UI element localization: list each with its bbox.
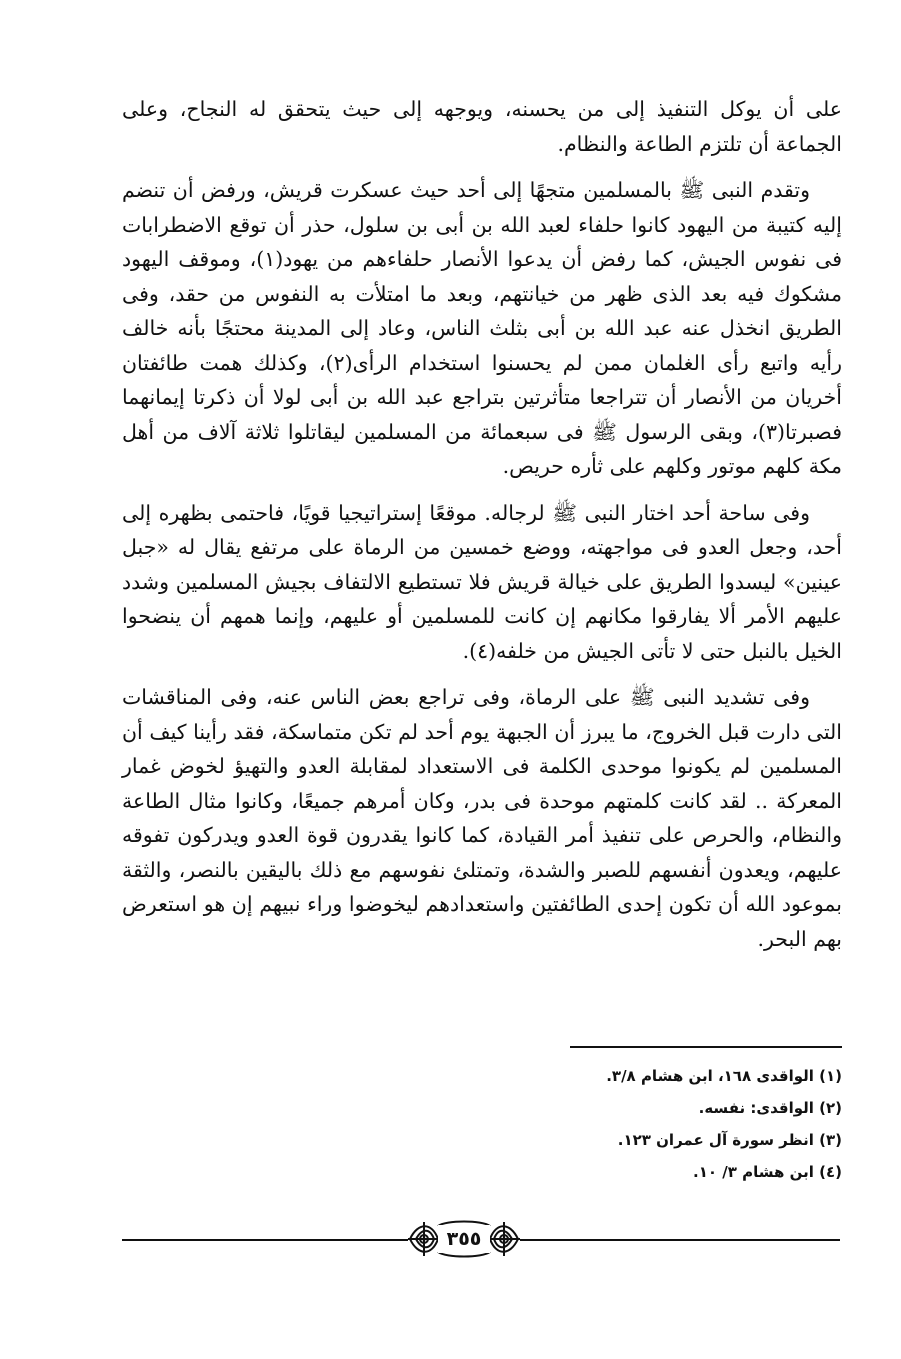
footnotes (282, 1060, 842, 1188)
paragraph-4: وفى تشديد النبى ﷺ على الرماة، وفى تراجع بعض الناس عنه، وفى المناقشات التى دارت قبل الخروج، ما يبرز أن الجبهة يوم أحد لم تكن متماسكة، فقد رأينا كيف أن المسلمين لم يكونوا موحدى الكلمة فى الاستعداد لمقابلة العدو والتهيؤ لخوض غمار المعركة .. لقد كانت كلمتهم موحدة فى بدر، وكان أمرهم جميعًا، وكانوا مثال الطاعة والنظام، والحرص على تنفيذ أمر القيادة، كما كانوا يقدرون قوة العدو ويدركون تفوقه عليهم، ويعدون أنفسهم للصبر والشدة، وتمتلئ نفوسهم مع ذلك باليقين بالنصر، والثقة بموعود الله أن تكون إحدى الطائفتين واستعدادهم ليخوضوا وراء نبيهم إن هو استعرض بهم البحر. (122, 685, 842, 951)
footnote-1: (١) الواقدى ١٦٨، ابن هشام ٣/٨. (606, 1067, 842, 1085)
paragraph-2: وتقدم النبى ﷺ بالمسلمين متجهًا إلى أحد حيث عسكرت قريش، ورفض أن تنضم إليه كتيبة من اليهود كانوا حلفاء لعبد الله بن أبى بن سلول، حذر أن توقع الاضطرابات فى نفوس الجيش، كما رفض أن يدعوا الأنصار حلفاءهم من يهود(١)، وموقف اليهود مشكوك فيه بعد الذى ظهر من خيانتهم، وبعد ما امتلأت به النفوس من حقد، وفى الطريق انخذل عنه عبد الله بن أبى بثلث الناس، وعاد إلى المدينة محتجًا بأنه خالف رأيه واتبع رأى الغلمان ممن لم يحسنوا استخدام الرأى(٢)، وكذلك همت طائفتان أخريان من الأنصار أن تتراجعا متأثرتين بتراجع عبد الله بن أبى لولا أن ذكرتا إيمانهما فصبرتا(٣)، وبقى الرسول ﷺ فى سبعمائة من المسلمين ليقاتلوا ثلاثة آلاف من أهل مكة كلهم موتور وكلهم على ثأره حريص. (122, 178, 843, 478)
page-number: ٣٥٥ (438, 1225, 490, 1253)
paragraph-3: وفى ساحة أحد اختار النبى ﷺ لرجاله. موقعًا إستراتيجيا قويًا، فاحتمى بظهره إلى أحد، وجعل العدو فى مواجهته، ووضع خمسين من الرماة على مرتفع يقال له «جبل عينين» ليسدوا الطريق على خيالة قريش فلا تستطيع الالتفاف بجيش المسلمين وشدد عليهم الأمر ألا يفارقوا مكانهم إن كانت للمسلمين أو عليهم، وإنما همهم أن ينضحوا الخيل بالنبل حتى لا تأتى الجيش من خلفه(٤). (122, 500, 842, 663)
footnote-divider (570, 1046, 842, 1048)
footnote-4: (٤) ابن هشام ٣/ ١٠. (693, 1163, 842, 1181)
footer-rule-left (122, 1239, 408, 1241)
main-text (122, 92, 842, 968)
footnote-2: (٢) الواقدى: نفسه. (698, 1099, 842, 1117)
footnote-3: (٣) انظر سورة آل عمران ١٢٣. (617, 1131, 842, 1149)
paragraph-1: على أن يوكل التنفيذ إلى من يحسنه، ويوجهه إلى حيث يتحقق له النجاح، وعلى الجماعة أن تلتزم الطاعة والنظام. (122, 97, 842, 156)
footer-rule-right (520, 1239, 840, 1241)
